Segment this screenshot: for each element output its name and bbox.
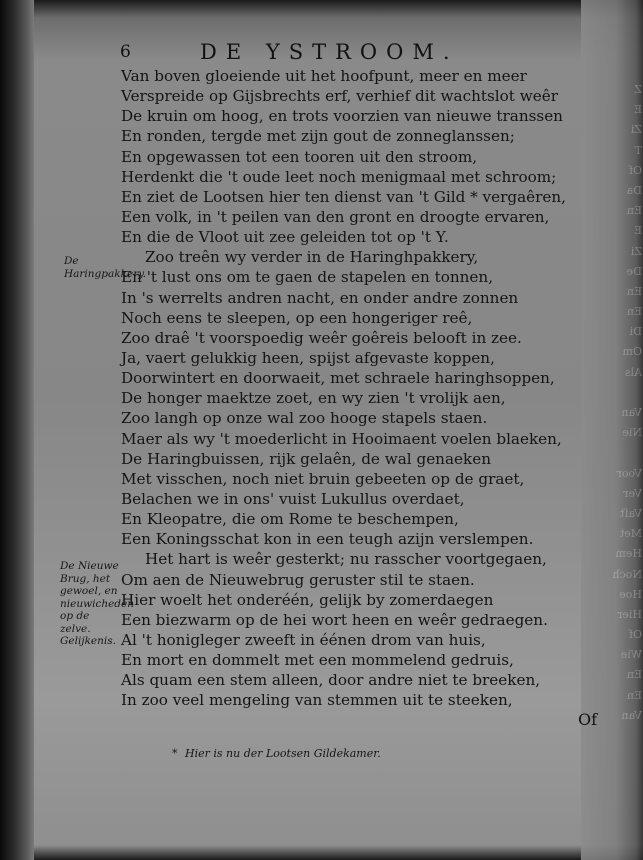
poem-line: En ronden, tergde met zijn gout de zonneglanssen; [121, 127, 515, 146]
poem-line: En Kleopatre, die om Rome te beschempen, [121, 510, 459, 529]
poem-line: Met visschen, noch niet bruin gebeeten op de graet, [121, 469, 525, 488]
bleed-through-line: Of [628, 628, 642, 642]
poem-line: De kruin om hoog, en trots voorzien van nieuwe transsen [121, 107, 563, 126]
bleed-through-line: Wie [620, 648, 642, 662]
poem-line: Al 't honigleger zweeft in éénen drom van huis, [121, 630, 486, 649]
poem-line: Als quam een stem alleen, door andre niet te breeken, [121, 671, 541, 690]
bleed-through-line: Van [621, 406, 642, 419]
bleed-through-line: Als [624, 365, 642, 379]
poem-line: En opgewassen tot een tooren uit den stroom, [121, 147, 478, 166]
poem-line: Een volk, in 't peilen van den gront en droogte ervaren, [121, 207, 550, 226]
poem-line: Ja, vaert gelukkig heen, spijst afgevaste koppen, [121, 348, 495, 367]
bleed-through-line: E [633, 103, 642, 117]
bleed-through-line: De [626, 264, 642, 278]
poem-line: Noch eens te sleepen, op een hongeriger reê, [121, 308, 473, 327]
bleed-through-line: Of [628, 163, 642, 177]
poem-line: Herdenkt die 't oude leet noch menigmaal met schroom; [121, 167, 557, 186]
bleed-through-line: Z [634, 83, 642, 96]
binding-gutter [0, 0, 34, 860]
bleed-through-line: Van [621, 708, 642, 722]
poem-line: Belachen we in ons' vuist Lukullus overdaet, [121, 489, 465, 508]
poem-line: Zoo treên wy verder in de Haringhpakkery, [145, 248, 479, 267]
bleed-through-text [596, 80, 642, 820]
page-header [120, 40, 500, 66]
running-title: DE YSTROOM. [200, 40, 459, 64]
poem-line: En die de Vloot uit zee geleiden tot op 't Y. [121, 228, 449, 247]
bleed-through-line: En [626, 284, 642, 298]
bleed-through-line: En [626, 204, 642, 218]
catchword: Of [578, 710, 598, 729]
bleed-through-line: Da [626, 183, 642, 197]
poem-line: In zoo veel mengeling van stemmen uit te steeken, [121, 691, 513, 710]
poem-line: De Haringbuissen, rijk gelaên, de wal genaeken [121, 449, 491, 468]
bleed-through-line: En [626, 688, 642, 702]
bleed-through-line [596, 443, 642, 463]
bleed-through-line: Met [619, 527, 642, 541]
poem-line: Zoo langh op onze wal zoo hooge stapels staen. [121, 409, 488, 428]
poem-line: Een Koningsschat kon in een teugh azijn verslempen. [121, 530, 534, 549]
poem-line: Een biezwarm op de hei wort heen en weêr gedraegen. [121, 610, 548, 629]
bleed-through-line: Vaſt [620, 506, 642, 520]
poem-line: De honger maektze zoet, en wy zien 't vrolijk aen, [121, 389, 506, 408]
bleed-through-line: Zi [630, 123, 642, 137]
bleed-through-line: Om [622, 345, 642, 359]
poem-line: En ziet de Lootsen hier ten dienst van 't Gild * vergaêren, [121, 187, 566, 206]
page-number: 6 [120, 42, 131, 62]
margin-note-nieuwe-brug: De Nieuwe Brug, het gewoel, en nieuwicheden op de zelve. Gelijkenis. [60, 560, 134, 647]
bleed-through-line: En [626, 668, 642, 682]
bleed-through-line: Nie [622, 426, 642, 440]
footnote [172, 747, 381, 760]
poem-line: Doorwintert en doorwaeit, met schraele haringhsoppen, [121, 369, 555, 388]
poem-line: Hier woelt het onderéén, gelijk by zomerdaegen [121, 590, 494, 609]
bleed-through-line: Ver [623, 486, 642, 500]
poem-line: En 't lust ons om te gaen de stapelen en tonnen, [121, 268, 494, 287]
poem-line: Het hart is weêr gesterkt; nu rasscher voortgegaen, [145, 550, 547, 569]
poem-line: Maer als wy 't moederlicht in Hooimaent voelen blaeken, [121, 429, 562, 448]
bleed-through-line: T [634, 143, 642, 157]
bleed-through-line: Hoe [619, 587, 642, 601]
bleed-through-line: Voor [616, 466, 642, 480]
margin-note-haringpakkery: De Haringpakkery. [64, 255, 147, 280]
footnote-marker: * [172, 747, 178, 760]
bleed-through-line: Di [629, 325, 642, 339]
poem-line: En mort en dommelt met een mommelend gedruis, [121, 651, 514, 670]
bleed-through-line [596, 383, 642, 403]
bleed-through-line: En [626, 305, 642, 319]
poem-line: Zoo draê 't voorspoedig weêr goêreis belooft in zee. [121, 328, 522, 347]
footnote-text: Hier is nu der Lootsen Gildekamer. [185, 747, 381, 760]
bleed-through-line: E [633, 224, 642, 238]
poem-line: Verspreide op Gijsbrechts erf, verhief dit wachtslot weêr [121, 87, 558, 106]
bleed-through-line: Hier [617, 607, 642, 621]
poem-line: Om aen de Nieuwebrug geruster stil te staen. [121, 570, 475, 589]
bleed-through-line: Zi [630, 244, 642, 258]
poem-line: In 's werrelts andren nacht, en onder andre zonnen [121, 288, 519, 307]
poem-text [121, 66, 601, 711]
poem-line: Van boven gloeiende uit het hoofpunt, meer en meer [121, 67, 527, 85]
bleed-through-line: Hem [615, 547, 642, 561]
bleed-through-line: Noch [612, 567, 642, 581]
